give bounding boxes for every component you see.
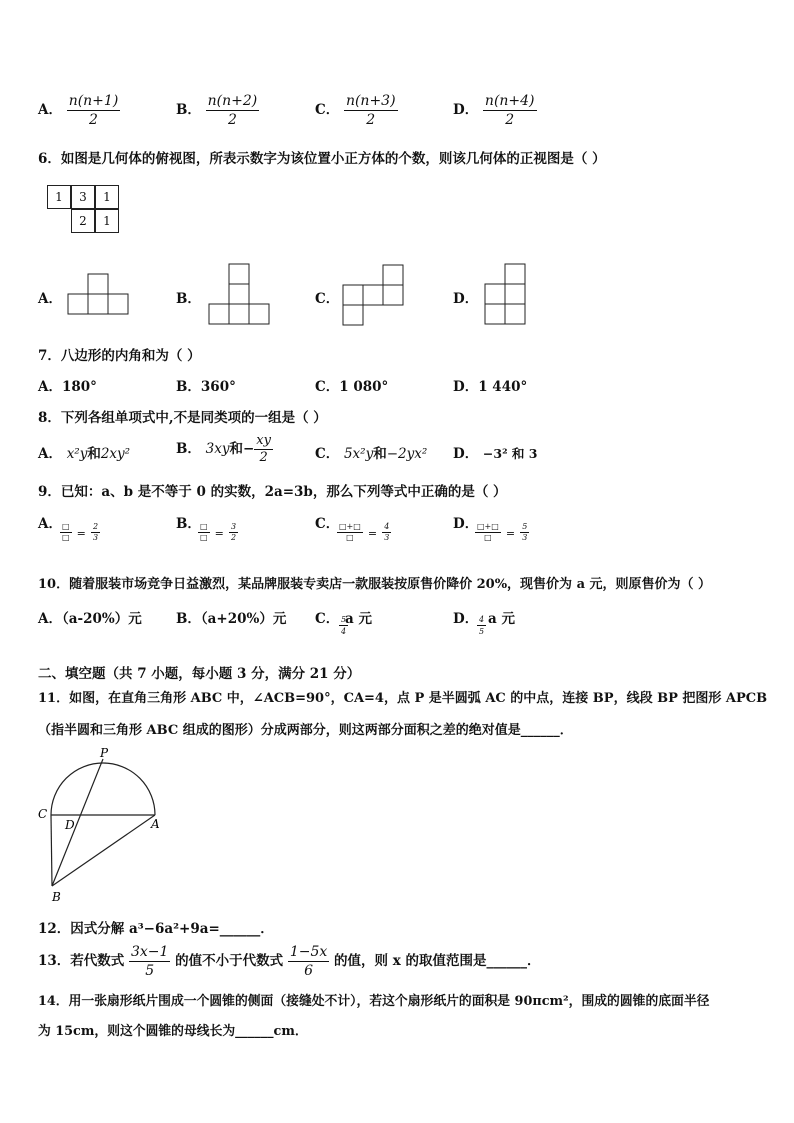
q8-option-d [453,442,537,462]
numerator: 5 [522,522,528,531]
q6-top-view-grid [47,185,127,237]
q10-option-a: A．（a-20%）元 [38,611,142,627]
expression: 3xy [205,441,230,457]
section-heading: 二、填空题（共 7 小题，每小题 3 分，满分 21 分） [38,666,361,682]
fraction [60,522,72,543]
option-letter: A． [38,446,62,462]
label-d: D [65,818,75,832]
q9-option-c-letter: C． [315,516,340,532]
q9-option-d-expr: $\frac{□+□}{□}$ = $\frac{5}{3}$ [477,522,528,542]
denominator: 2 [259,450,268,465]
grid-cell: 2 [71,209,95,233]
option-letter: D． [453,446,479,462]
q10-option-c-letter: C． [315,611,340,627]
fraction [91,522,100,543]
denominator: 2 [227,112,237,128]
q13-post: 的值，则 x 的取值范围是______． [334,953,541,969]
fraction [483,92,537,129]
denominator: 3 [384,533,390,542]
q7-option-d: D．1 440° [453,379,528,395]
numerator: 3x−1 [131,944,169,960]
q6-option-b-figure [208,263,270,325]
denominator: 5 [145,963,155,979]
numerator: □ [62,522,70,531]
connector: 和 [87,446,101,462]
q9-stem: 9．已知：a、b 是不等于 0 的实数，2a=3b，那么下列等式中正确的是（ ） [38,484,507,500]
segment-cb [51,815,52,886]
grid-cell: 1 [95,185,119,209]
q5-option-a [38,92,120,129]
fraction [229,522,238,543]
grid-cell: 1 [95,209,119,233]
q14-line1: 14．用一张扇形纸片围成一个圆锥的侧面（接缝处不计），若这个扇形纸片的面积是 90πcm²，围成的圆锥的底面半径 [38,994,710,1009]
numerator: xy [256,433,271,448]
label-c: C [38,807,48,821]
denominator: 2 [505,112,515,128]
q8-option-c [315,442,427,462]
q10-option-d-letter: D． [453,611,479,627]
q13-line [38,943,540,980]
option-letter: C． [315,102,340,118]
expression: x²y [66,446,88,462]
q6-option-a-figure [67,273,129,317]
numerator: n(n+2) [207,93,258,109]
option-letter: D． [453,102,479,118]
denominator: 3 [522,533,528,542]
denominator: 4 [341,627,347,636]
expression: 5x²y [343,446,374,462]
label-p: P [100,746,109,760]
denominator: □ [346,533,354,542]
q6-option-c-letter: C． [315,291,340,307]
expression: −3² 和 3 [482,446,538,461]
fraction [477,614,486,637]
label-a: A [151,817,160,831]
q8-option-b [176,433,273,466]
q11-line2: （指半圆和三角形 ABC 组成的图形）分成两部分，则这两部分面积之差的绝对值是______． [38,723,573,738]
numerator: n(n+1) [68,93,119,109]
numerator: □+□ [477,522,499,531]
q9-option-b-expr: $\frac{□}{□}$ = $\frac{3}{2}$ [200,522,237,542]
grid-cell: 3 [71,185,95,209]
fraction [129,943,170,980]
segment-bp [52,759,103,886]
q8-stem: 8．下列各组单项式中,不是同类项的一组是（ ） [38,410,327,426]
q10-option-d-tail: a 元 [488,611,515,627]
option-letter: B． [176,102,201,118]
numerator: 3 [230,522,237,531]
denominator: 2 [366,112,376,128]
fraction [337,522,363,543]
q13-pre: 13．若代数式 [38,953,125,969]
fraction [475,522,501,543]
numerator: n(n+3) [345,93,396,109]
numerator: 5 [341,615,347,624]
q10-option-c-tail: a 元 [345,611,372,627]
q6-option-c-figure [342,264,404,326]
fraction [67,92,121,129]
q9-option-b-letter: B． [176,516,201,532]
numerator: 2 [92,522,99,531]
q13-mid: 的值不小于代数式 [175,953,284,969]
q8-option-a [38,442,130,462]
q5-option-c [315,92,398,129]
option-letter: A． [38,102,62,118]
q9-option-a-letter: A． [38,516,62,532]
denominator: 5 [479,627,485,636]
q9-option-a-expr: $\frac{□}{□}$ = $\frac{2}{3}$ [62,522,99,542]
q9-option-c-expr: $\frac{□+□}{□}$ = $\frac{4}{3}$ [339,522,390,542]
q10-option-d-frac [477,614,486,637]
semicircle-arc [51,763,155,815]
q7-option-b: B．360° [176,379,236,395]
fraction [198,522,210,543]
q6-stem: 6．如图是几何体的俯视图，所表示数字为该位置小正方体的个数，则该几何体的正视图是（ ） [38,151,606,167]
numerator: 4 [384,522,390,531]
grid-cell: 1 [47,185,71,209]
q14-line2: 为 15cm，则这个圆锥的母线长为______cm． [38,1024,308,1039]
option-letter: C． [315,446,340,462]
denominator: □ [200,533,208,542]
q5-option-b [176,92,259,129]
fraction [206,92,260,129]
q10-stem: 10．随着服装市场竞争日益激烈，某品牌服装专卖店一款服装按原售价降价 20%，现售价为 a 元，则原售价为（ ） [38,577,712,592]
expression: −2yx² [386,446,428,462]
denominator: 2 [230,533,237,542]
q6-option-a-letter: A． [38,291,62,307]
denominator: □ [62,533,70,542]
expression: 2xy² [100,446,131,462]
q9-option-d-letter: D． [453,516,479,532]
connector: 和− [229,441,255,457]
denominator: □ [484,533,492,542]
fraction [288,943,329,980]
numerator: 1−5x [289,944,328,960]
q7-option-a: A．180° [38,379,97,395]
fraction [254,433,273,466]
q6-option-b-letter: B． [176,291,201,307]
denominator: 3 [92,533,99,542]
q10-option-b: B．（a+20%）元 [176,611,287,627]
fraction [520,522,529,543]
q6-option-d-letter: D． [453,291,479,307]
q7-option-c: C．1 080° [315,379,389,395]
connector: 和 [373,446,387,462]
q7-stem: 7．八边形的内角和为（ ） [38,348,201,364]
q12-text: 12．因式分解 a³−6a²+9a=______． [38,921,274,937]
numerator: □+□ [339,522,361,531]
numerator: □ [200,522,208,531]
denominator: 2 [89,112,98,128]
option-letter: B． [176,441,201,457]
numerator: n(n+4) [484,93,535,109]
q5-option-d [453,92,537,129]
numerator: 4 [479,615,485,624]
fraction [344,92,398,129]
q6-option-d-figure [484,263,526,325]
label-b: B [52,890,61,904]
fraction [382,522,391,543]
q11-line1: 11．如图，在直角三角形 ABC 中，∠ACB=90°，CA=4，点 P 是半圆弧 AC 的中点，连接 BP，线段 BP 把图形 APCB [38,691,768,706]
denominator: 6 [304,963,314,979]
q11-semicircle-triangle-figure [36,745,166,905]
